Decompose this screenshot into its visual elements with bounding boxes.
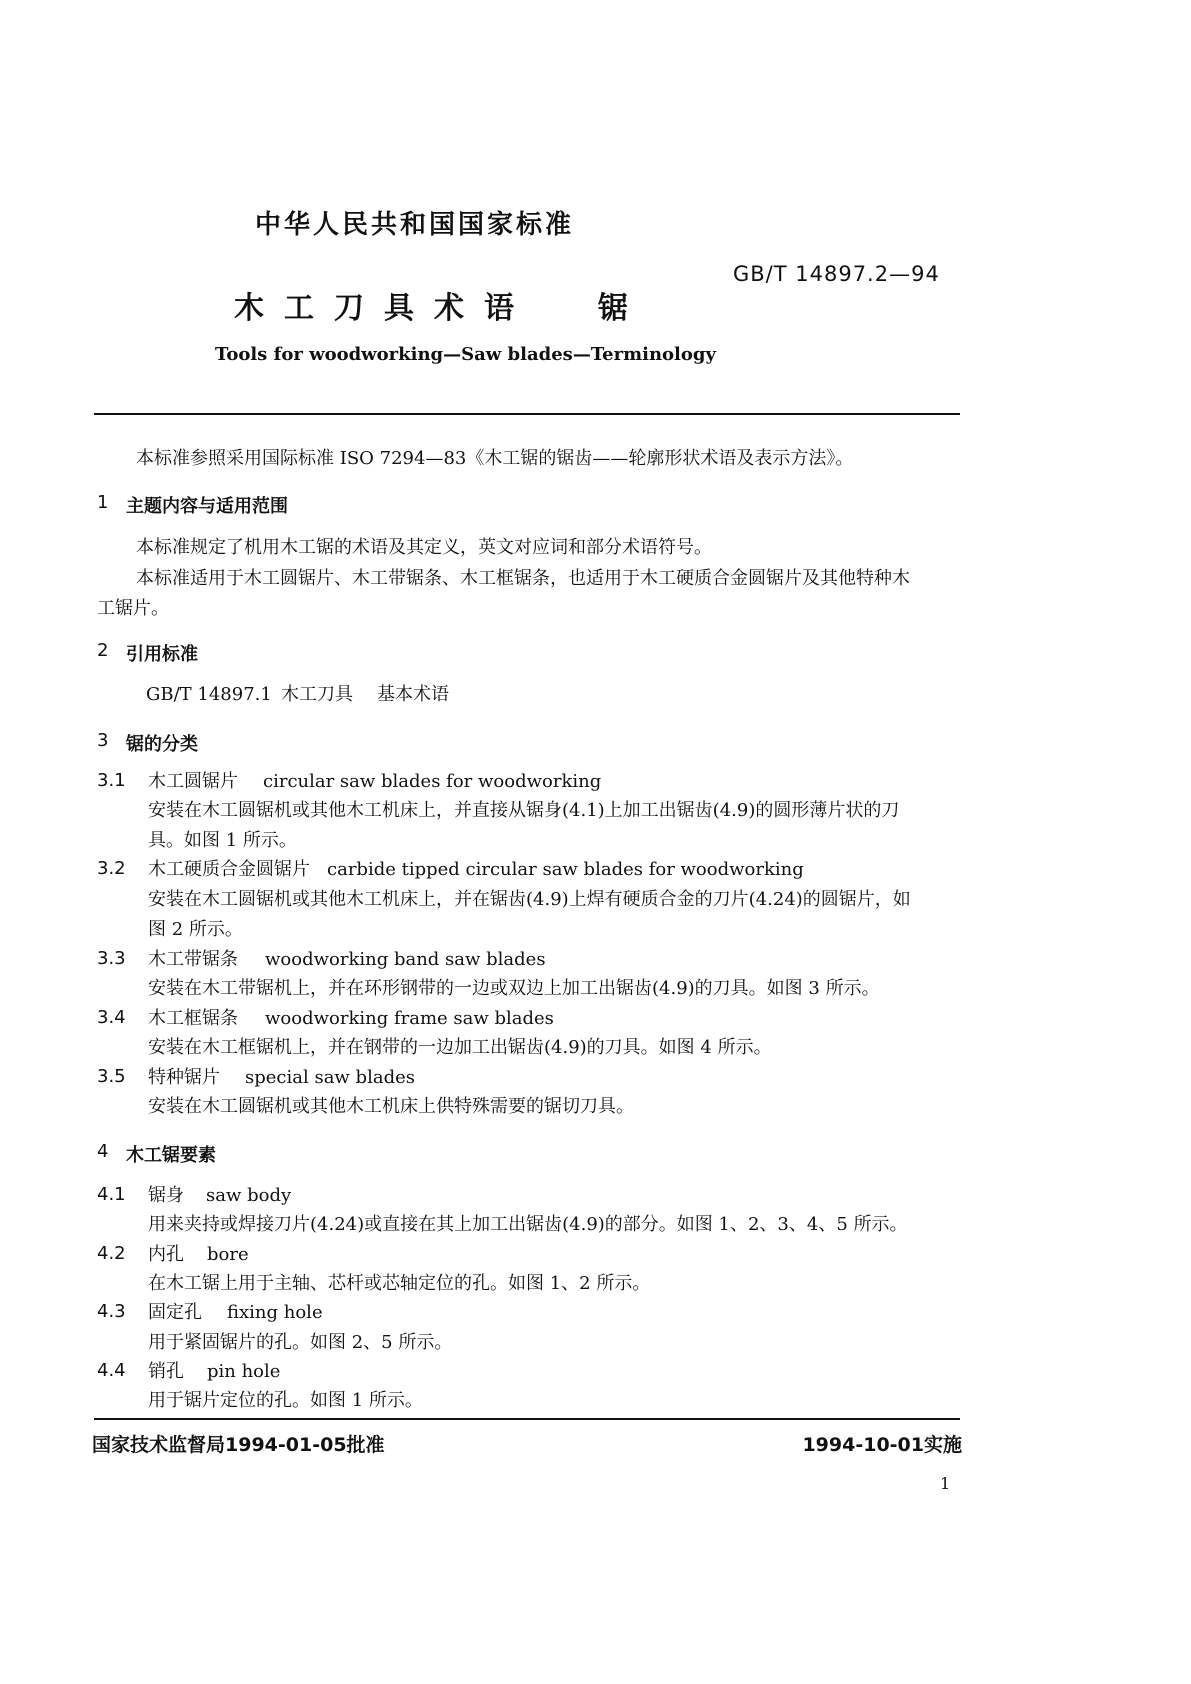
page-number: 1 — [940, 1474, 951, 1493]
item-3-2-definition-line-2: 图 2 所示。 — [148, 919, 243, 940]
item-4-4-number: 4.4 — [97, 1360, 126, 1381]
item-3-1-number: 3.1 — [97, 770, 126, 791]
section-1-title: 主题内容与适用范围 — [126, 496, 288, 517]
header-rule — [94, 413, 960, 415]
item-3-4-number: 3.4 — [97, 1007, 126, 1028]
item-4-2-number: 4.2 — [97, 1243, 126, 1264]
section-1-number: 1 — [97, 492, 109, 513]
item-3-5-definition-line-1: 安装在木工圆锯机或其他木工机床上供特殊需要的锯切刀具。 — [148, 1096, 634, 1117]
item-3-4-term: 木工框锯条 — [148, 1008, 238, 1029]
item-3-5-number: 3.5 — [97, 1066, 126, 1087]
item-3-3-english: woodworking band saw blades — [265, 949, 546, 970]
item-4-1-term: 锯身 — [148, 1185, 184, 1206]
section-4-number: 4 — [97, 1141, 109, 1162]
item-4-1-number: 4.1 — [97, 1184, 126, 1205]
item-4-3-definition-line-1: 用于紧固锯片的孔。如图 2、5 所示。 — [148, 1332, 453, 1353]
section-2-number: 2 — [97, 640, 109, 661]
standard-code: GB/T 14897.2—94 — [733, 262, 940, 286]
item-4-1-definition-line-1: 用来夹持或焊接刀片(4.24)或直接在其上加工出锯齿(4.9)的部分。如图 1、2、3、4、5 所示。 — [148, 1214, 908, 1235]
section-1-paragraph-2-line-1: 本标准适用于木工圆锯片、木工带锯条、木工框锯条，也适用于木工硬质合金圆锯片及其他特种木 — [136, 568, 910, 589]
item-3-4-english: woodworking frame saw blades — [265, 1008, 554, 1029]
section-2-title: 引用标准 — [126, 644, 198, 665]
item-3-2-term: 木工硬质合金圆锯片 — [148, 859, 310, 880]
item-3-4-definition-line-1: 安装在木工框锯机上，并在钢带的一边加工出锯齿(4.9)的刀具。如图 4 所示。 — [148, 1037, 772, 1058]
item-3-1-definition-line-2: 具。如图 1 所示。 — [148, 830, 297, 851]
item-3-5-term: 特种锯片 — [148, 1067, 220, 1088]
section-1-paragraph-1: 本标准规定了机用木工锯的术语及其定义，英文对应词和部分术语符号。 — [136, 537, 712, 558]
national-standard-heading: 中华人民共和国国家标准 — [255, 210, 575, 240]
item-3-3-definition-line-1: 安装在木工带锯机上，并在环形钢带的一边或双边上加工出锯齿(4.9)的刀具。如图 3 所示。 — [148, 978, 880, 999]
item-4-2-definition-line-1: 在木工锯上用于主轴、芯杆或芯轴定位的孔。如图 1、2 所示。 — [148, 1273, 651, 1294]
section-4-title: 木工锯要素 — [126, 1145, 216, 1166]
item-3-2-english: carbide tipped circular saw blades for woodworking — [327, 859, 804, 880]
intro-paragraph: 本标准参照采用国际标准 ISO 7294—83《木工锯的锯齿——轮廓形状术语及表示方法》。 — [136, 448, 854, 469]
implementation-line: 1994-10-01实施 — [802, 1434, 962, 1456]
item-4-3-number: 4.3 — [97, 1301, 126, 1322]
item-3-1-definition-line-1: 安装在木工圆锯机或其他木工机床上，并直接从锯身(4.1)上加工出锯齿(4.9)的圆形薄片状的刀 — [148, 800, 900, 821]
item-4-4-definition-line-1: 用于锯片定位的孔。如图 1 所示。 — [148, 1390, 423, 1411]
item-4-3-english: fixing hole — [227, 1302, 323, 1323]
item-4-4-term: 销孔 — [148, 1361, 184, 1382]
item-3-1-english: circular saw blades for woodworking — [263, 771, 602, 792]
item-3-1-term: 木工圆锯片 — [148, 771, 238, 792]
item-4-1-english: saw body — [206, 1185, 292, 1206]
title-en: Tools for woodworking—Saw blades—Terminology — [215, 344, 716, 365]
title-cn-suffix: 锯 — [598, 291, 628, 326]
approval-line: 国家技术监督局1994-01-05批准 — [92, 1434, 385, 1456]
item-4-4-english: pin hole — [207, 1361, 281, 1382]
item-3-2-definition-line-1: 安装在木工圆锯机或其他木工机床上，并在锯齿(4.9)上焊有硬质合金的刀片(4.24)的圆锯片，如 — [148, 889, 911, 910]
item-3-3-number: 3.3 — [97, 948, 126, 969]
item-4-3-term: 固定孔 — [148, 1302, 202, 1323]
section-3-title: 锯的分类 — [126, 734, 198, 755]
footer-rule — [94, 1418, 960, 1420]
title-cn: 木工刀具术语 — [234, 291, 534, 326]
item-3-3-term: 木工带锯条 — [148, 949, 238, 970]
item-4-2-english: bore — [207, 1244, 249, 1265]
item-3-5-english: special saw blades — [245, 1067, 415, 1088]
reference-title-1: 木工刀具 — [281, 684, 353, 705]
reference-code: GB/T 14897.1 — [146, 684, 272, 705]
section-1-paragraph-2-line-2: 工锯片。 — [97, 598, 169, 619]
item-4-2-term: 内孔 — [148, 1244, 184, 1265]
reference-title-2: 基本术语 — [377, 684, 449, 705]
item-3-2-number: 3.2 — [97, 858, 126, 879]
section-3-number: 3 — [97, 730, 109, 751]
